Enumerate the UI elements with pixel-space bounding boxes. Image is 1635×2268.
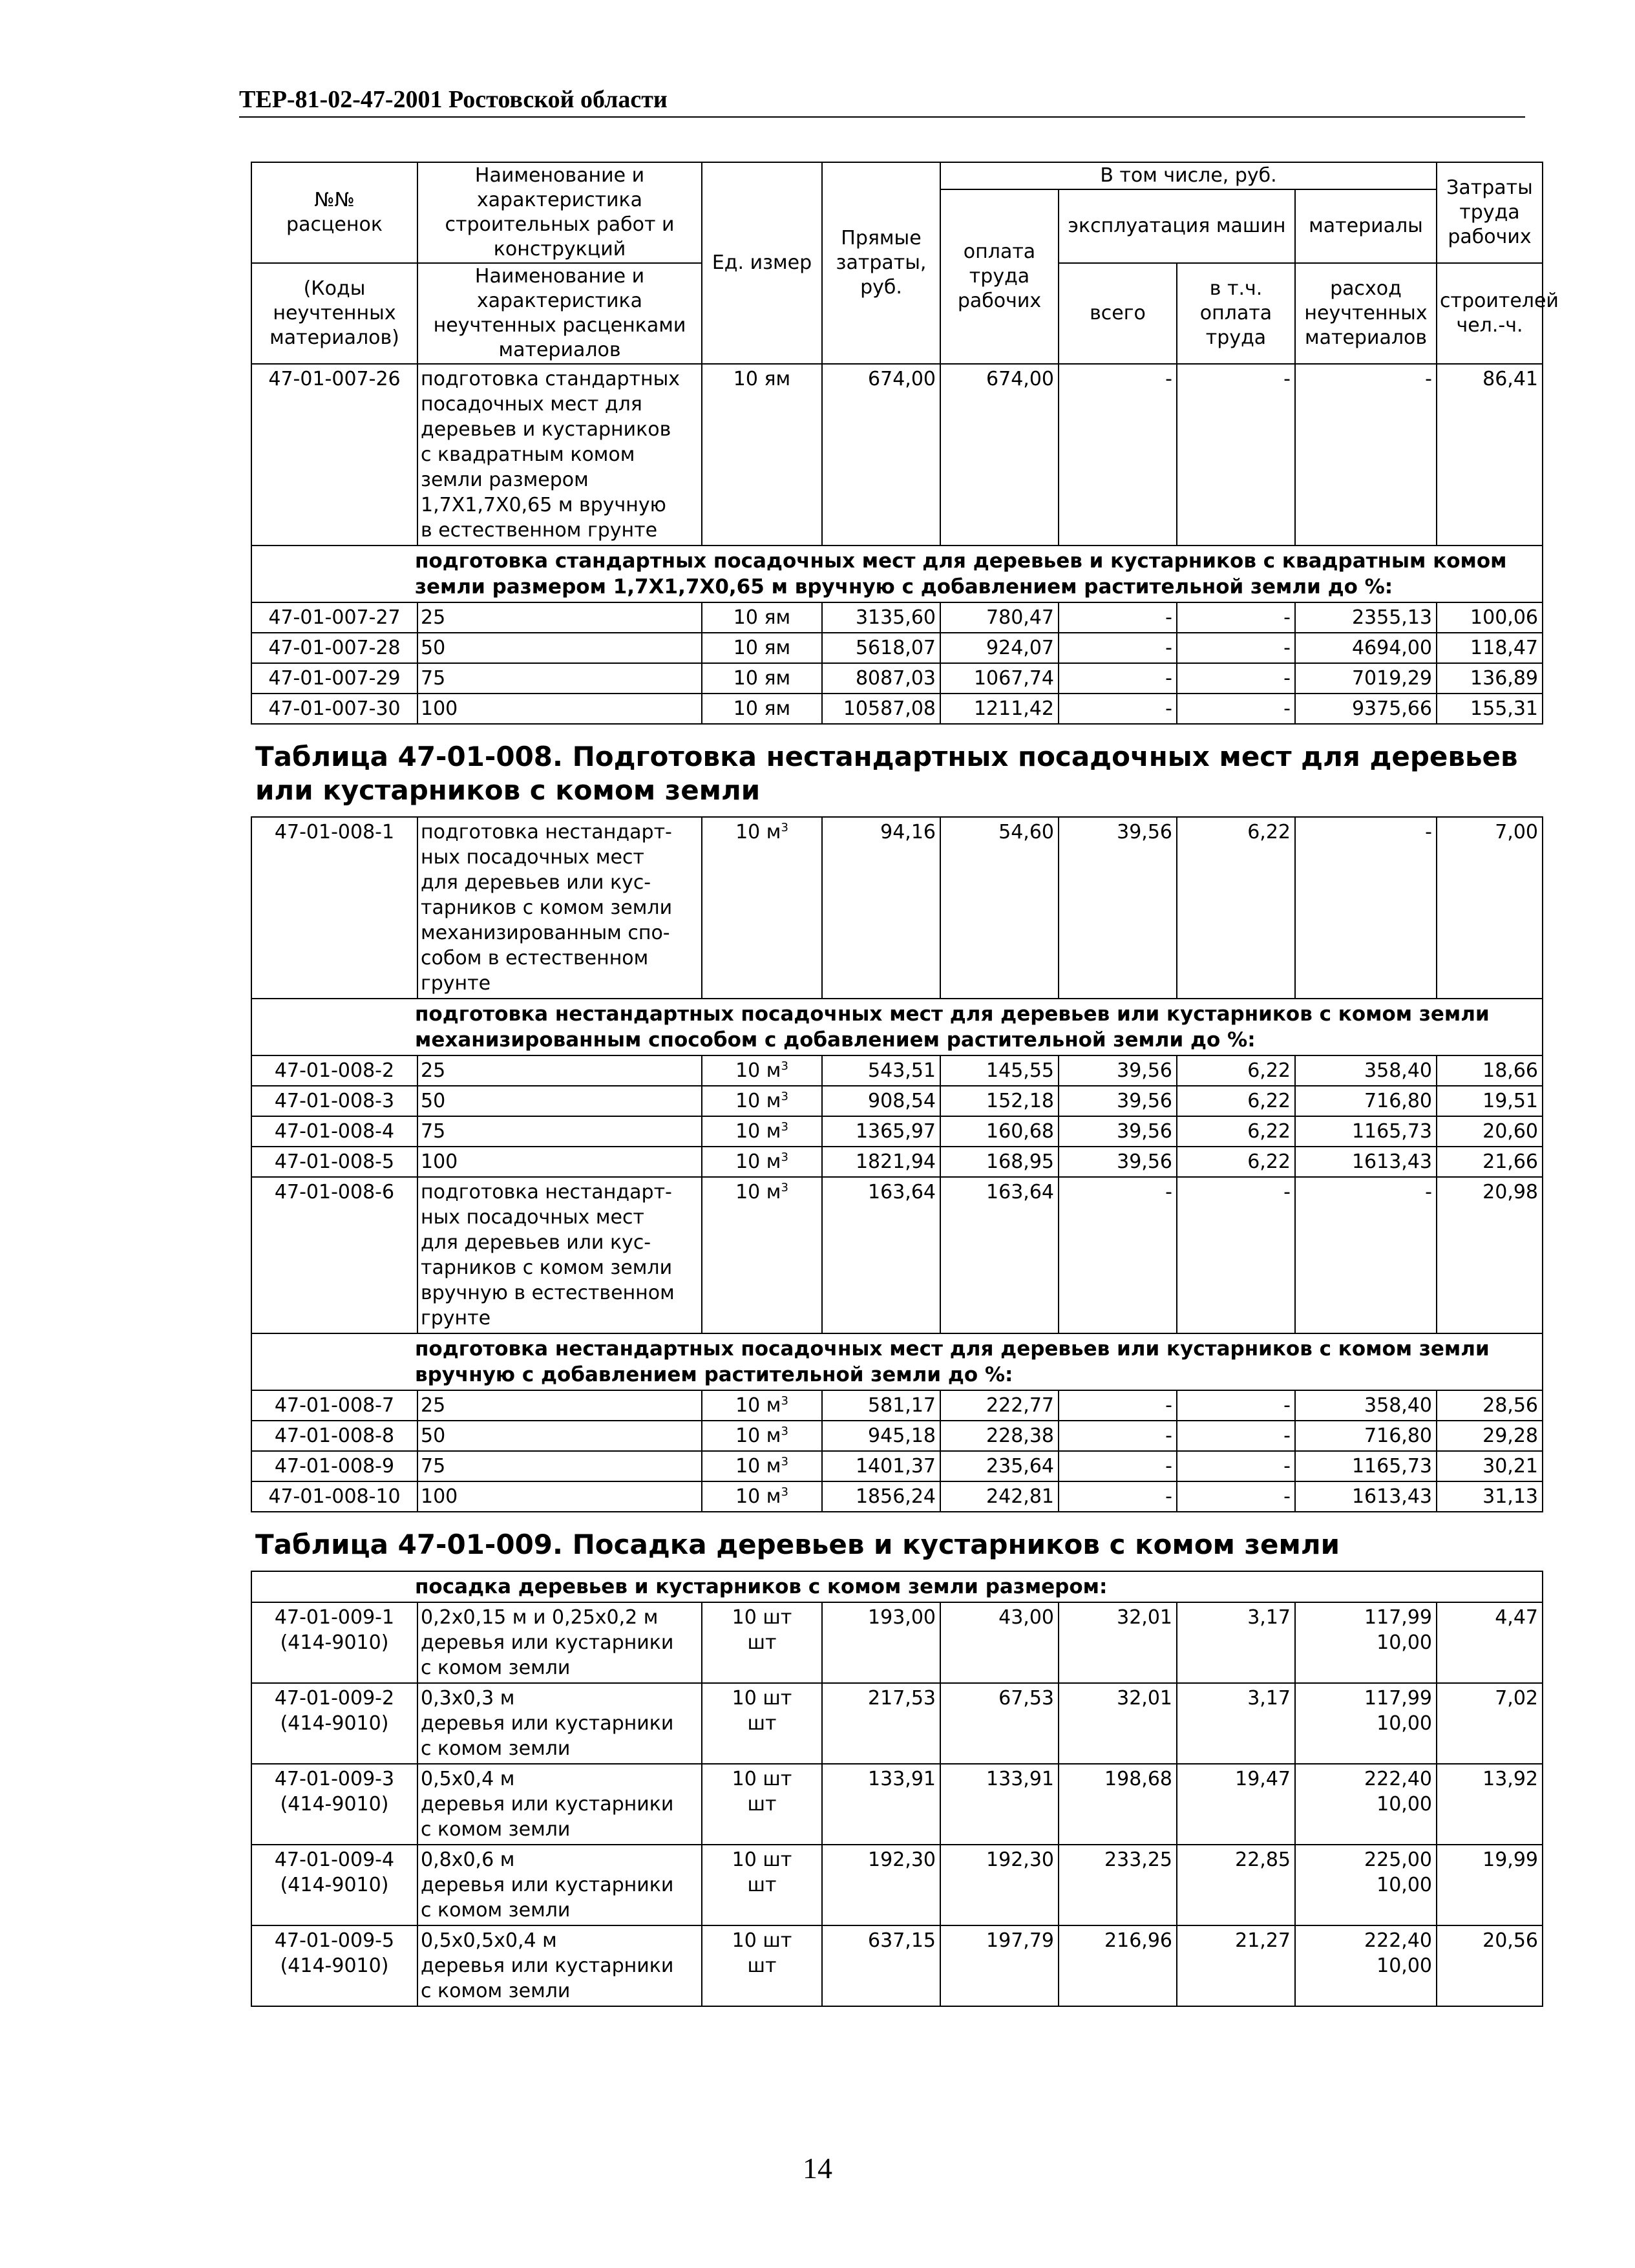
rate-machines: - [1059, 1177, 1177, 1333]
rate-labor: 30,21 [1437, 1451, 1543, 1481]
rates-table [251, 162, 1559, 2007]
table-row [251, 694, 1543, 724]
rate-name: 0,8х0,6 м деревья или кустарники с комом земли [417, 1845, 702, 1925]
rate-unit: 10 ям [702, 633, 822, 663]
group-row [251, 999, 1543, 1055]
rate-machines-pay: 21,27 [1177, 1925, 1295, 2006]
rate-machines: - [1059, 364, 1177, 546]
table-row [251, 663, 1543, 694]
rate-labor-pay: 145,55 [940, 1055, 1059, 1086]
rate-name: 25 [417, 602, 702, 633]
rate-name: подготовка нестандарт- ных посадочных мест для деревьев или кус- тарников с комом земли вручную в естественном грунте [417, 1177, 702, 1333]
rate-materials: 358,40 [1295, 1390, 1437, 1421]
group-row [251, 546, 1543, 602]
rate-code: 47-01-007-28 [251, 633, 417, 663]
rate-labor: 118,47 [1437, 633, 1543, 663]
rate-machines-pay: - [1177, 364, 1295, 546]
rate-direct: 1401,37 [822, 1451, 940, 1481]
rate-code: 47-01-009-1 (414-9010) [251, 1602, 417, 1683]
rate-name: 50 [417, 1421, 702, 1451]
rate-machines-pay: - [1177, 633, 1295, 663]
rate-unit: 10 ям [702, 602, 822, 633]
group-caption: подготовка нестандартных посадочных мест для деревьев или кустарников с комом земли вручную с добавлением растительной земли до %: [251, 1333, 1543, 1390]
table-row [251, 1147, 1543, 1177]
rate-labor: 31,13 [1437, 1481, 1543, 1512]
header-name: Наименование и характеристика строительных работ и конструкций [417, 162, 702, 263]
rate-name: 25 [417, 1390, 702, 1421]
rate-unit: 10 шт шт [702, 1683, 822, 1764]
table-row [251, 1602, 1543, 1683]
rate-machines-pay: - [1177, 694, 1295, 724]
rate-materials: 117,99 10,00 [1295, 1602, 1437, 1683]
rate-code: 47-01-007-29 [251, 663, 417, 694]
rate-labor-pay: 43,00 [940, 1602, 1059, 1683]
rate-machines: 233,25 [1059, 1845, 1177, 1925]
rate-labor: 7,00 [1437, 817, 1543, 999]
table-009-title: Таблица 47-01-009. Посадка деревьев и кустарников с комом земли [251, 1512, 1543, 1571]
rate-labor: 86,41 [1437, 364, 1543, 546]
rate-machines: 39,56 [1059, 1147, 1177, 1177]
rate-machines-pay: - [1177, 1451, 1295, 1481]
rate-machines-pay: 22,85 [1177, 1845, 1295, 1925]
rate-labor-pay: 168,95 [940, 1147, 1059, 1177]
rate-labor: 21,66 [1437, 1147, 1543, 1177]
rate-machines-pay: 3,17 [1177, 1683, 1295, 1764]
header-machines: эксплуатация машин [1059, 189, 1295, 263]
table-row [251, 364, 1543, 546]
rate-unit: 10 $м^3$ [702, 1451, 822, 1481]
rate-labor-pay: 1067,74 [940, 663, 1059, 694]
rate-unit: 10 шт шт [702, 1602, 822, 1683]
rate-machines: 32,01 [1059, 1602, 1177, 1683]
rate-labor-pay: 192,30 [940, 1845, 1059, 1925]
group-caption: посадка деревьев и кустарников с комом земли размером: [251, 1571, 1543, 1602]
rate-machines-pay: - [1177, 1390, 1295, 1421]
rate-labor: 7,02 [1437, 1683, 1543, 1764]
rate-direct: 94,16 [822, 817, 940, 999]
rate-code: 47-01-007-27 [251, 602, 417, 633]
rate-code: 47-01-008-3 [251, 1086, 417, 1116]
rate-labor-pay: 54,60 [940, 817, 1059, 999]
rate-labor: 100,06 [1437, 602, 1543, 633]
table-title-row [251, 1512, 1543, 1571]
rate-materials: 1613,43 [1295, 1481, 1437, 1512]
rate-materials: 9375,66 [1295, 694, 1437, 724]
rate-name: 100 [417, 1147, 702, 1177]
rate-materials: 1613,43 [1295, 1147, 1437, 1177]
rate-labor: 4,47 [1437, 1602, 1543, 1683]
rate-machines-pay: 6,22 [1177, 1055, 1295, 1086]
rate-machines-pay: 6,22 [1177, 1147, 1295, 1177]
rate-code: 47-01-009-5 (414-9010) [251, 1925, 417, 2006]
rate-materials: 4694,00 [1295, 633, 1437, 663]
rate-machines-pay: - [1177, 602, 1295, 633]
rate-direct: 637,15 [822, 1925, 940, 2006]
rate-code: 47-01-008-7 [251, 1390, 417, 1421]
rate-code: 47-01-009-4 (414-9010) [251, 1845, 417, 1925]
table-row [251, 1421, 1543, 1451]
rate-direct: 945,18 [822, 1421, 940, 1451]
rate-machines-pay: - [1177, 663, 1295, 694]
table-title-row [251, 724, 1543, 817]
rate-name: подготовка стандартных посадочных мест для деревьев и кустарников с квадратным комом земли размером 1,7Х1,7Х0,65 м вручную в естественном грунте [417, 364, 702, 546]
rate-materials: - [1295, 1177, 1437, 1333]
rate-unit: 10 шт шт [702, 1845, 822, 1925]
rate-code: 47-01-008-10 [251, 1481, 417, 1512]
rate-code: 47-01-007-26 [251, 364, 417, 546]
rate-direct: 674,00 [822, 364, 940, 546]
rate-name: 0,3х0,3 м деревья или кустарники с комом земли [417, 1683, 702, 1764]
rate-code: 47-01-009-2 (414-9010) [251, 1683, 417, 1764]
header-machines-total: всего [1059, 263, 1177, 364]
rate-labor-pay: 242,81 [940, 1481, 1059, 1512]
table-row [251, 602, 1543, 633]
rate-unit: 10 шт шт [702, 1925, 822, 2006]
rate-unit: 10 $м^3$ [702, 1421, 822, 1451]
table-row [251, 633, 1543, 663]
rate-labor-pay: 67,53 [940, 1683, 1059, 1764]
table-row [251, 1390, 1543, 1421]
rate-labor-pay: 1211,42 [940, 694, 1059, 724]
rate-unit: 10 $м^3$ [702, 1055, 822, 1086]
rate-materials: 117,99 10,00 [1295, 1683, 1437, 1764]
rate-name: 50 [417, 1086, 702, 1116]
header-num: №№ расценок [251, 162, 417, 263]
rate-machines: 39,56 [1059, 817, 1177, 999]
header-materials-uncounted: расход неучтенных материалов [1295, 263, 1437, 364]
rate-name: подготовка нестандарт- ных посадочных мест для деревьев или кус- тарников с комом земли механизированным спо- собом в естественном грунте [417, 817, 702, 999]
rate-name: 0,2х0,15 м и 0,25х0,2 м деревья или кустарники с комом земли [417, 1602, 702, 1683]
rate-unit: 10 ям [702, 663, 822, 694]
rate-unit: 10 $м^3$ [702, 1481, 822, 1512]
rate-code: 47-01-008-1 [251, 817, 417, 999]
group-caption: подготовка нестандартных посадочных мест для деревьев или кустарников с комом земли механизированным способом с добавлением растительной земли до %: [251, 999, 1543, 1055]
rate-machines: - [1059, 1481, 1177, 1512]
header-incl: В том числе, руб. [940, 162, 1437, 189]
rate-machines-pay: 6,22 [1177, 817, 1295, 999]
rate-materials: - [1295, 364, 1437, 546]
rate-machines: 39,56 [1059, 1055, 1177, 1086]
rate-materials: 2355,13 [1295, 602, 1437, 633]
rate-machines: - [1059, 694, 1177, 724]
rate-machines-pay: - [1177, 1481, 1295, 1512]
rate-name: 0,5х0,5х0,4 м деревья или кустарники с комом земли [417, 1925, 702, 2006]
rate-machines: - [1059, 633, 1177, 663]
rate-machines: 198,68 [1059, 1764, 1177, 1845]
rate-labor: 136,89 [1437, 663, 1543, 694]
rate-labor: 13,92 [1437, 1764, 1543, 1845]
rate-materials: 225,00 10,00 [1295, 1845, 1437, 1925]
rate-name: 0,5х0,4 м деревья или кустарники с комом земли [417, 1764, 702, 1845]
table-row [251, 1845, 1543, 1925]
rate-machines: - [1059, 663, 1177, 694]
document-header: ТЕР-81-02-47-2001 Ростовской области [239, 83, 1525, 118]
rate-unit: 10 $м^3$ [702, 817, 822, 999]
rate-labor-pay: 197,79 [940, 1925, 1059, 2006]
rate-name: 75 [417, 1451, 702, 1481]
header-labor-pay: оплата труда рабочих [940, 189, 1059, 364]
rate-code: 47-01-008-4 [251, 1116, 417, 1147]
rate-materials: 716,80 [1295, 1086, 1437, 1116]
group-row [251, 1333, 1543, 1390]
rate-name: 75 [417, 1116, 702, 1147]
header-labor: Затраты труда рабочих [1437, 162, 1543, 263]
rate-materials: 716,80 [1295, 1421, 1437, 1451]
rate-labor-pay: 133,91 [940, 1764, 1059, 1845]
rate-code: 47-01-008-6 [251, 1177, 417, 1333]
rate-materials: 222,40 10,00 [1295, 1925, 1437, 2006]
rate-labor: 28,56 [1437, 1390, 1543, 1421]
rate-machines: 39,56 [1059, 1116, 1177, 1147]
rate-machines: 32,01 [1059, 1683, 1177, 1764]
rate-direct: 3135,60 [822, 602, 940, 633]
rate-materials: 7019,29 [1295, 663, 1437, 694]
header-materials: материалы [1295, 189, 1437, 263]
rate-name: 25 [417, 1055, 702, 1086]
rate-machines-pay: 6,22 [1177, 1086, 1295, 1116]
rate-materials: - [1295, 817, 1437, 999]
rate-name: 50 [417, 633, 702, 663]
group-row [251, 1571, 1543, 1602]
rate-direct: 543,51 [822, 1055, 940, 1086]
rate-labor-pay: 222,77 [940, 1390, 1059, 1421]
rate-direct: 8087,03 [822, 663, 940, 694]
table-row [251, 1177, 1543, 1333]
rate-code: 47-01-008-2 [251, 1055, 417, 1086]
rate-unit: 10 ям [702, 364, 822, 546]
rate-machines: 39,56 [1059, 1086, 1177, 1116]
rate-direct: 581,17 [822, 1390, 940, 1421]
rate-materials: 222,40 10,00 [1295, 1764, 1437, 1845]
rate-labor: 20,56 [1437, 1925, 1543, 2006]
rate-code: 47-01-009-3 (414-9010) [251, 1764, 417, 1845]
rate-unit: 10 $м^3$ [702, 1147, 822, 1177]
rate-machines-pay: - [1177, 1421, 1295, 1451]
page-number: 14 [803, 2152, 832, 2185]
rate-direct: 1821,94 [822, 1147, 940, 1177]
table-row [251, 1764, 1543, 1845]
rate-code: 47-01-007-30 [251, 694, 417, 724]
table-row [251, 1451, 1543, 1481]
rate-name: 100 [417, 1481, 702, 1512]
rate-direct: 133,91 [822, 1764, 940, 1845]
table-row [251, 1055, 1543, 1086]
header-direct: Прямые затраты, руб. [822, 162, 940, 364]
header-codes: (Коды неучтенных материалов) [251, 263, 417, 364]
rate-labor: 19,99 [1437, 1845, 1543, 1925]
rate-labor-pay: 780,47 [940, 602, 1059, 633]
table-row [251, 1116, 1543, 1147]
table-row [251, 1925, 1543, 2006]
rate-machines: - [1059, 1421, 1177, 1451]
table-row [251, 1086, 1543, 1116]
rate-materials: 1165,73 [1295, 1116, 1437, 1147]
rate-labor-pay: 163,64 [940, 1177, 1059, 1333]
rate-machines: 216,96 [1059, 1925, 1177, 2006]
rate-name: 75 [417, 663, 702, 694]
rate-labor: 20,60 [1437, 1116, 1543, 1147]
rate-direct: 163,64 [822, 1177, 940, 1333]
header-labor-builders: строителей чел.-ч. [1437, 263, 1543, 364]
rate-labor-pay: 152,18 [940, 1086, 1059, 1116]
rate-direct: 10587,08 [822, 694, 940, 724]
rate-materials: 1165,73 [1295, 1451, 1437, 1481]
rate-labor-pay: 160,68 [940, 1116, 1059, 1147]
rate-code: 47-01-008-5 [251, 1147, 417, 1177]
rate-unit: 10 $м^3$ [702, 1390, 822, 1421]
rate-machines-pay: 19,47 [1177, 1764, 1295, 1845]
table-header [251, 162, 1559, 364]
rate-materials: 358,40 [1295, 1055, 1437, 1086]
rate-unit: 10 $м^3$ [702, 1177, 822, 1333]
rate-labor: 29,28 [1437, 1421, 1543, 1451]
group-caption: подготовка стандартных посадочных мест для деревьев и кустарников с квадратным комом земли размером 1,7Х1,7Х0,65 м вручную с добавлением растительной земли до %: [251, 546, 1543, 602]
rate-labor: 20,98 [1437, 1177, 1543, 1333]
rate-unit: 10 $м^3$ [702, 1086, 822, 1116]
rate-labor: 19,51 [1437, 1086, 1543, 1116]
rate-labor: 155,31 [1437, 694, 1543, 724]
rate-name: 100 [417, 694, 702, 724]
rate-unit: 10 шт шт [702, 1764, 822, 1845]
rate-machines: - [1059, 602, 1177, 633]
rate-direct: 192,30 [822, 1845, 940, 1925]
table-row [251, 1683, 1543, 1764]
rate-machines-pay: - [1177, 1177, 1295, 1333]
rate-unit: 10 ям [702, 694, 822, 724]
rate-code: 47-01-008-9 [251, 1451, 417, 1481]
table-008-title: Таблица 47-01-008. Подготовка нестандартных посадочных мест для деревьев или кустарников с комом земли [251, 724, 1543, 817]
rate-labor-pay: 674,00 [940, 364, 1059, 546]
rate-machines: - [1059, 1451, 1177, 1481]
rate-machines-pay: 3,17 [1177, 1602, 1295, 1683]
rate-labor-pay: 235,64 [940, 1451, 1059, 1481]
table-row [251, 1481, 1543, 1512]
rate-direct: 908,54 [822, 1086, 940, 1116]
header-unit: Ед. измер [702, 162, 822, 364]
rate-unit: 10 $м^3$ [702, 1116, 822, 1147]
table-row [251, 817, 1543, 999]
rate-labor-pay: 228,38 [940, 1421, 1059, 1451]
rate-machines-pay: 6,22 [1177, 1116, 1295, 1147]
rate-labor-pay: 924,07 [940, 633, 1059, 663]
rate-direct: 193,00 [822, 1602, 940, 1683]
header-name-materials: Наименование и характеристика неучтенных расценками материалов [417, 263, 702, 364]
rate-direct: 1856,24 [822, 1481, 940, 1512]
rate-machines: - [1059, 1390, 1177, 1421]
rate-code: 47-01-008-8 [251, 1421, 417, 1451]
rate-labor: 18,66 [1437, 1055, 1543, 1086]
rate-direct: 217,53 [822, 1683, 940, 1764]
rate-direct: 5618,07 [822, 633, 940, 663]
header-machines-labor: в т.ч. оплата труда [1177, 263, 1295, 364]
rate-direct: 1365,97 [822, 1116, 940, 1147]
